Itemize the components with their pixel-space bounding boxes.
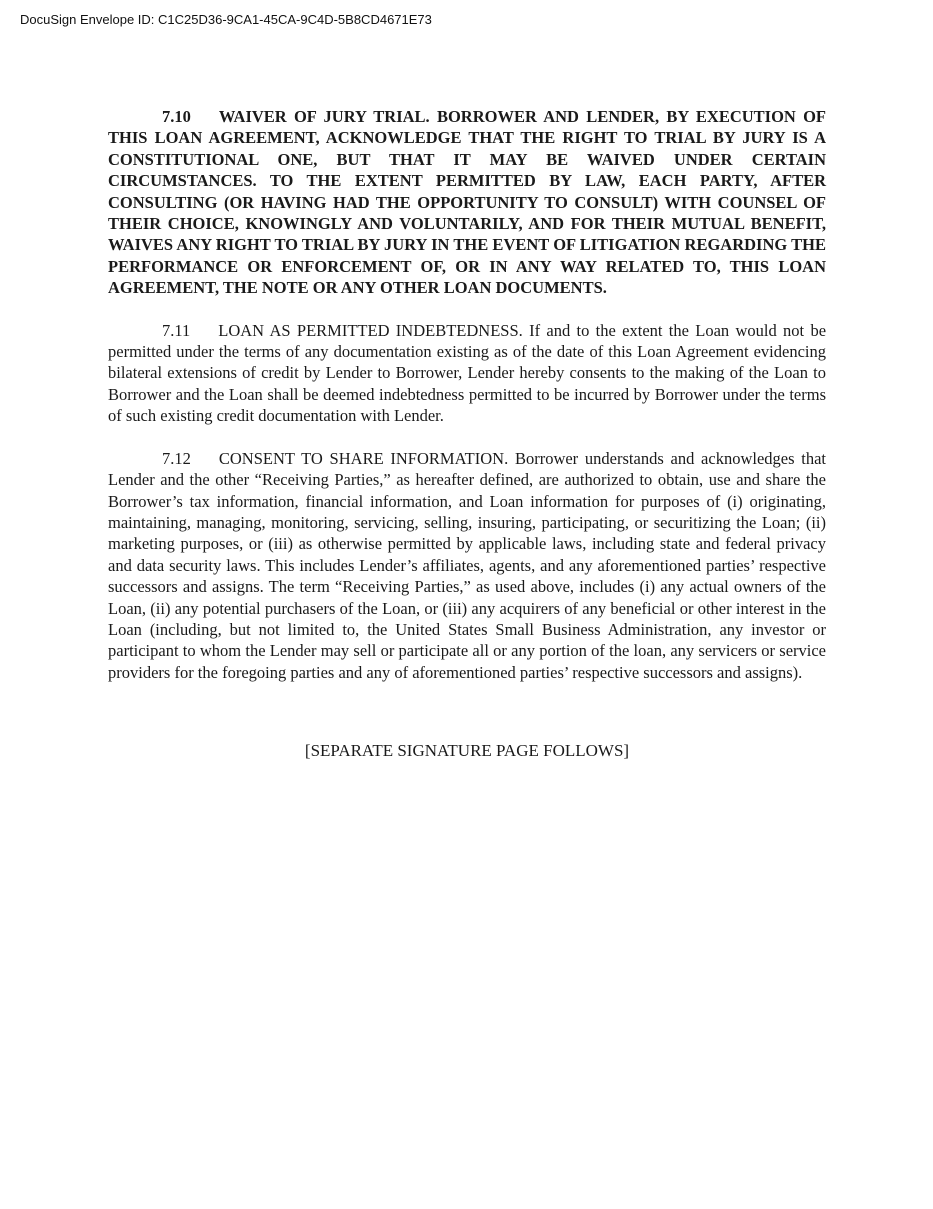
section-7-10-paragraph xyxy=(108,106,826,299)
section-7-10-heading: WAIVER OF JURY TRIAL. xyxy=(218,107,430,126)
section-7-11-body-text: If and to the extent the Loan would not be permitted under the terms of any documentation existing as of the date of this Loan Agreement evidencing bilateral extensions of credit by Lender to Borrower, Lender hereby consents to the making of the Loan to Borrower and the Loan shall be deemed indebtedness permitted to be incurred by Borrower under the terms of such existing credit documentation with Lender. xyxy=(108,320,827,426)
section-7-12-heading: CONSENT TO SHARE INFORMATION. xyxy=(218,448,509,468)
section-7-11-number: 7.11 xyxy=(162,320,191,340)
section-7-11-paragraph xyxy=(108,320,826,427)
docusign-envelope-id: DocuSign Envelope ID: C1C25D36-9CA1-45CA-9C4D-5B8CD4671E73 xyxy=(20,12,432,27)
section-7-12-number: 7.12 xyxy=(162,448,191,468)
document-body xyxy=(108,106,826,762)
section-7-11-heading: LOAN AS PERMITTED INDEBTEDNESS. xyxy=(218,320,523,340)
signature-page-note: [SEPARATE SIGNATURE PAGE FOLLOWS] xyxy=(304,741,630,761)
section-7-10-number: 7.10 xyxy=(162,107,191,126)
section-7-10-body-text: BORROWER AND LENDER, BY EXECUTION OF THIS LOAN AGREEMENT, ACKNOWLEDGE THAT THE RIGHT TO TRIAL BY JURY IS A CONSTITUTIONAL ONE, BUT THAT IT MAY BE WAIVED UNDER CERTAIN CIRCUMSTANCES. TO THE EXTENT PERMITTED BY LAW, EACH PARTY, AFTER CONSULTING (OR HAVING HAD THE OPPORTUNITY TO CONSULT) WITH COUNSEL OF THEIR CHOICE, KNOWINGLY AND VOLUNTARILY, AND FOR THEIR MUTUAL BENEFIT, WAIVES ANY RIGHT TO TRIAL BY JURY IN THE EVENT OF LITIGATION REGARDING THE PERFORMANCE OR ENFORCEMENT OF, OR IN ANY WAY RELATED TO, THIS LOAN AGREEMENT, THE NOTE OR ANY OTHER LOAN DOCUMENTS. xyxy=(108,107,827,298)
section-7-12-body-text: Borrower understands and acknowledges that Lender and the other “Receiving Parties,” as hereafter defined, are authorized to obtain, use and share the Borrower’s tax information, financial information, and Loan information for purposes of (i) originating, maintaining, managing, monitoring, servicing, selling, insuring, participating, or securitizing the Loan; (ii) marketing purposes, or (iii) as otherwise permitted by applicable laws, including state and federal privacy and data security laws. This includes Lender’s affiliates, agents, and any aforementioned parties’ respective successors and assigns. The term “Receiving Parties,” as used above, includes (i) any actual owners of the Loan, (ii) any potential purchasers of the Loan, or (iii) any acquirers of any beneficial or other interest in the Loan (including, but not limited to, the United States Small Business Administration, any investor or participant to whom the Lender may sell or participate all or any portion of the loan, any servicers or service providers for the foregoing parties and any of aforementioned parties’ respective successors and assigns). xyxy=(108,448,827,682)
section-7-12-paragraph xyxy=(108,448,826,683)
